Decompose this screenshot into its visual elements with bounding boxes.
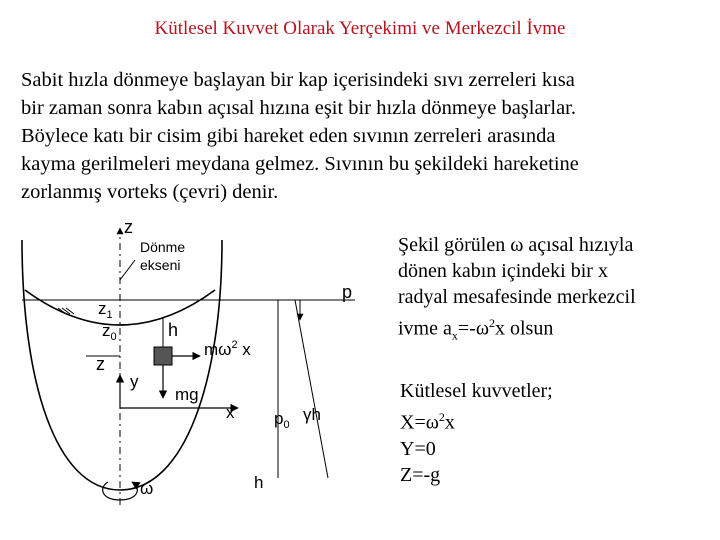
label-z-mid: z	[96, 354, 105, 374]
slide-title: Kütlesel Kuvvet Olarak Yerçekimi ve Merkezcil İvme	[154, 18, 566, 39]
label-p: p	[342, 282, 353, 302]
label-mg: mg	[175, 385, 199, 404]
paragraph-line: Böylece katı bir cisim gibi hareket eden sıvının zerreleri arasında	[21, 125, 556, 147]
acceleration-line: ivme $a_x=-\omega^2x$ olsun	[398, 316, 554, 343]
label-p0: $p_0$	[274, 409, 290, 431]
figure-description	[398, 232, 718, 349]
force-x: $X=\omega^2x$	[400, 410, 455, 434]
label-x: x	[226, 403, 235, 422]
pressure-line	[295, 300, 328, 478]
label-h-left: h	[168, 320, 179, 340]
description-line: radyal mesafesinde merkezcil	[398, 286, 636, 308]
fluid-particle	[154, 347, 172, 365]
label-omega: ω	[140, 479, 154, 498]
description-line: Şekil görülen ω açısal hızıyla	[398, 234, 634, 256]
label-m-omega-x: $m\omega^2$ x	[204, 339, 251, 359]
intro-paragraph	[21, 66, 711, 206]
label-h-bottom: h	[254, 473, 264, 492]
label-z-top: z	[124, 217, 133, 237]
forces-heading: Kütlesel kuvvetler;	[400, 380, 553, 402]
label-z1: $z_1$	[98, 299, 113, 321]
paragraph-line: Sabit hızla dönmeye başlayan bir kap içerisindeki sıvı zerreleri kısa	[21, 69, 575, 91]
label-axis-1: Dönme	[140, 239, 186, 255]
label-y: y	[130, 372, 139, 391]
paragraph-line: bir zaman sonra kabın açısal hızına eşit bir hızla dönmeye başlarlar.	[21, 97, 577, 119]
force-y: Y=0	[400, 437, 436, 460]
paragraph-line: zorlanmış vorteks (çevri) denir.	[21, 181, 279, 203]
forced-vortex-figure	[0, 215, 400, 515]
paragraph-line: kayma gerilmeleri meydana gelmez. Sıvının bu şekildeki hareketine	[21, 153, 579, 175]
force-z: Z=-g	[400, 463, 441, 486]
body-forces	[400, 378, 700, 488]
label-z0: $z_0$	[102, 321, 117, 343]
axis-label-leader	[120, 260, 135, 280]
description-line: dönen kabın içindeki bir x	[398, 260, 608, 282]
label-gamma-h: γh	[303, 405, 321, 424]
label-axis-2: ekseni	[140, 257, 181, 273]
